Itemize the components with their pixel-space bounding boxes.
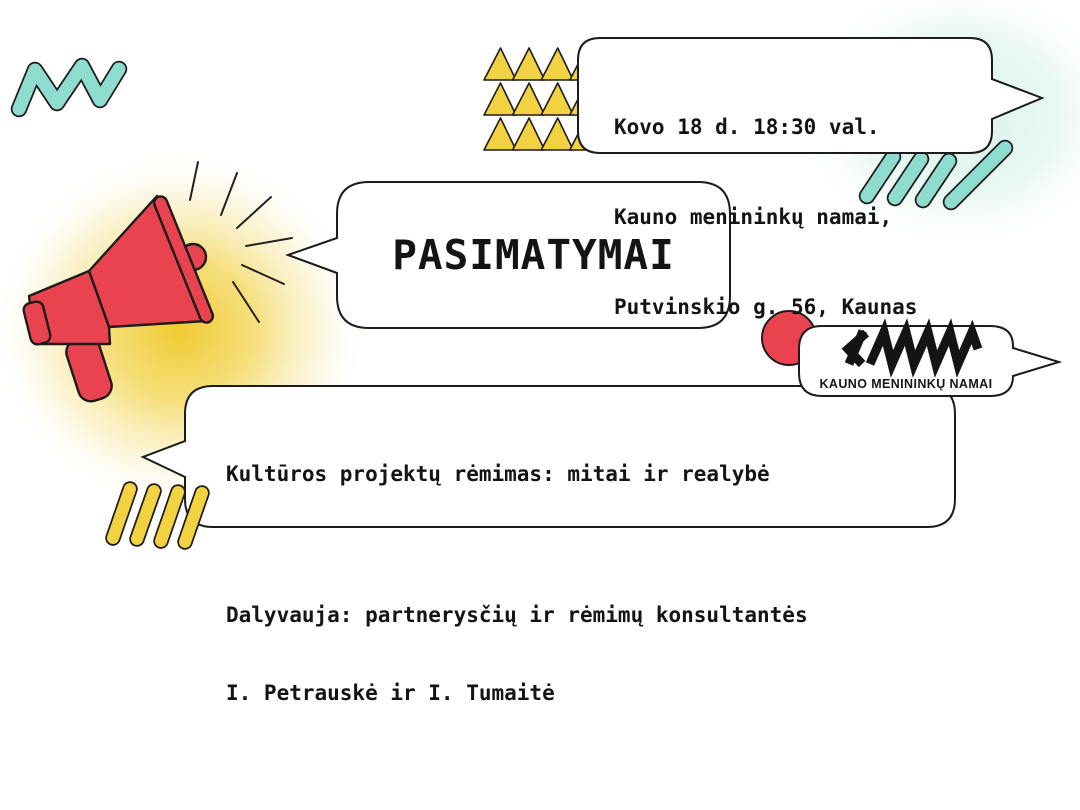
triangle-shape (513, 118, 545, 150)
event-date-line: Kovo 18 d. 18:30 val. (614, 115, 880, 139)
triangle-shape (484, 83, 516, 115)
organizer-name: KAUNO MENININKŲ NAMAI (819, 377, 993, 391)
triangle-shape (541, 118, 573, 150)
triangle-shape (541, 48, 573, 80)
event-title-text: PASIMATYMAI (392, 231, 675, 279)
event-title (337, 182, 730, 328)
talk-title: Kultūros projektų rėmimas: mitai ir realybė (226, 462, 770, 486)
talk-speakers-line1: Dalyvauja: partnerysčių ir rėmimų konsultantės (226, 603, 808, 627)
event-address-line: Putvinskio g. 56, Kaunas (614, 295, 918, 319)
talk-speakers-line2: I. Petrauskė ir I. Tumaitė (226, 681, 555, 705)
triangle-shape (484, 118, 516, 150)
triangle-shape (541, 83, 573, 115)
talk-info-text (226, 409, 808, 810)
triangle-shape (484, 48, 516, 80)
triangle-shape (513, 48, 545, 80)
triangle-shape (513, 83, 545, 115)
event-venue-line: Kauno menininkų namai, (614, 205, 893, 229)
squiggle-icon (19, 66, 119, 109)
